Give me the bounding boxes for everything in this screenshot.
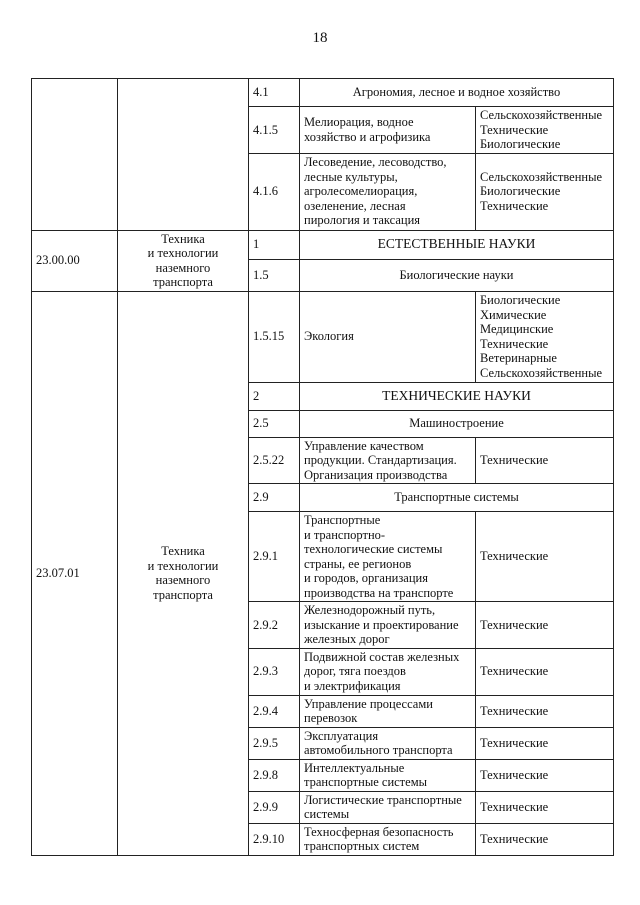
direction-code: 23.00.00 [32, 230, 118, 291]
specialty-title: Управление процессами перевозок [300, 695, 476, 727]
table-row [32, 79, 614, 107]
science-branches: Сельскохозяйственные Биологические Технические [476, 153, 614, 230]
specialty-number: 2.9.10 [249, 823, 300, 855]
specialty-title: Эксплуатация автомобильного транспорта [300, 727, 476, 759]
science-branches: Технические [476, 437, 614, 484]
specialty-title: Транспортные и транспортно- технологические системы страны, ее регионов и городов, организация производства на транспорте [300, 512, 476, 602]
group-title: Машиностроение [300, 410, 614, 437]
specialties-table [31, 78, 614, 856]
specialty-number: 1.5.15 [249, 291, 300, 382]
group-title: Агрономия, лесное и водное хозяйство [300, 79, 614, 107]
science-branches: Технические [476, 727, 614, 759]
specialty-number: 4.1.6 [249, 153, 300, 230]
specialty-title: Управление качеством продукции. Стандартизация. Организация производства [300, 437, 476, 484]
specialty-title: Логистические транспортные системы [300, 791, 476, 823]
section-heading: ТЕХНИЧЕСКИЕ НАУКИ [300, 382, 614, 410]
table-row [32, 230, 614, 259]
direction-name: Техника и технологии наземного транспорта [118, 291, 249, 855]
page-number: 18 [312, 30, 328, 46]
specialty-title: Железнодорожный путь, изыскание и проектирование железных дорог [300, 602, 476, 649]
specialty-number: 2.5.22 [249, 437, 300, 484]
specialty-number: 2.9 [249, 484, 300, 512]
table-row [32, 291, 614, 382]
specialty-title: Экология [300, 291, 476, 382]
science-branches: Биологические Химические Медицинские Технические Ветеринарные Сельскохозяйственные [476, 291, 614, 382]
specialty-title: Мелиорация, водное хозяйство и агрофизика [300, 107, 476, 154]
direction-name: Техника и технологии наземного транспорта [118, 230, 249, 291]
direction-name [118, 79, 249, 231]
specialty-number: 1.5 [249, 259, 300, 291]
specialty-title: Интеллектуальные транспортные системы [300, 759, 476, 791]
specialty-number: 2.5 [249, 410, 300, 437]
specialty-number: 4.1.5 [249, 107, 300, 154]
specialty-number: 2.9.1 [249, 512, 300, 602]
science-branches: Технические [476, 695, 614, 727]
specialty-number: 2 [249, 382, 300, 410]
specialty-title: Техносферная безопасность транспортных систем [300, 823, 476, 855]
science-branches: Технические [476, 512, 614, 602]
specialty-title: Лесоведение, лесоводство, лесные культуры, агролесомелиорация, озеленение, лесная пирология и таксация [300, 153, 476, 230]
group-title: Транспортные системы [300, 484, 614, 512]
science-branches: Технические [476, 791, 614, 823]
specialty-title: Подвижной состав железных дорог, тяга поездов и электрификация [300, 648, 476, 695]
direction-code: 23.07.01 [32, 291, 118, 855]
specialty-number: 2.9.8 [249, 759, 300, 791]
section-heading: ЕСТЕСТВЕННЫЕ НАУКИ [300, 230, 614, 259]
science-branches: Технические [476, 759, 614, 791]
science-branches: Технические [476, 823, 614, 855]
specialty-number: 4.1 [249, 79, 300, 107]
science-branches: Сельскохозяйственные Технические Биологические [476, 107, 614, 154]
specialty-number: 2.9.5 [249, 727, 300, 759]
group-title: Биологические науки [300, 259, 614, 291]
specialty-number: 2.9.3 [249, 648, 300, 695]
specialty-number: 2.9.9 [249, 791, 300, 823]
specialty-number: 2.9.4 [249, 695, 300, 727]
science-branches: Технические [476, 648, 614, 695]
science-branches: Технические [476, 602, 614, 649]
specialty-number: 1 [249, 230, 300, 259]
specialty-number: 2.9.2 [249, 602, 300, 649]
direction-code [32, 79, 118, 231]
